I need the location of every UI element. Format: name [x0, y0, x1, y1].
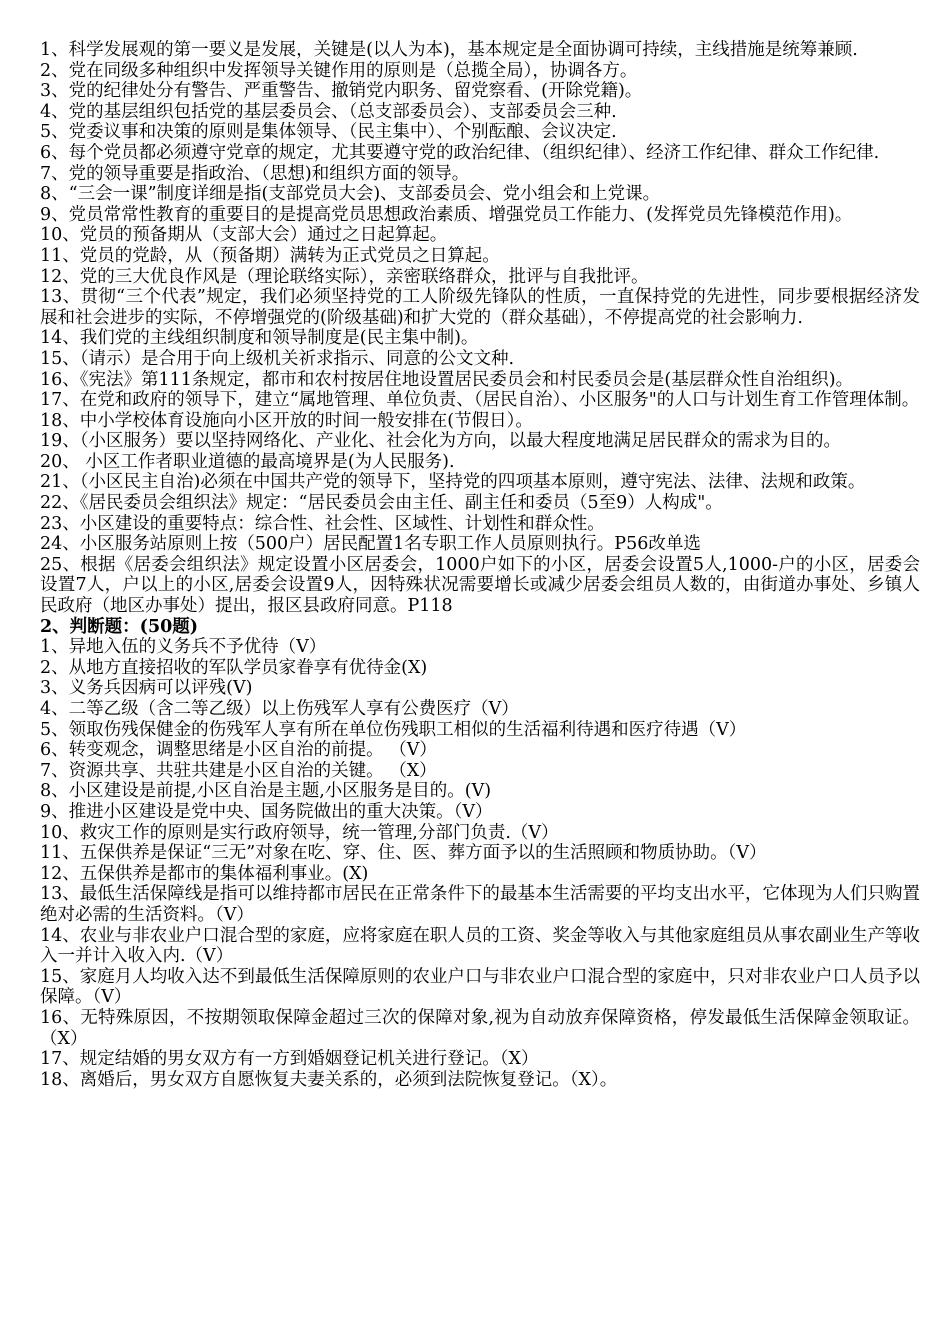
list-item: 14、我们党的主线组织制度和领导制度是(民主集中制)。: [40, 328, 479, 349]
list-item: 17、在党和政府的领导下，建立“属地管理、单位负责、（居民自治）、小区服务"的人口与计划生育工作管理体制。: [40, 390, 920, 411]
document-page: [40, 40, 920, 1090]
list-item: 12、党的三大优良作风是（理论联络实际），亲密联络群众，批评与自我批评。: [40, 266, 649, 287]
list-item: 13、贯彻“三个代表”规定，我们必须坚持党的工人阶级先锋队的性质，一直保持党的先进性，同步要根据经济发展和社会进步的实际，不停增强党的(阶级基础)和扩大党的（群众基础），不停提高党的社会影响力.: [40, 287, 920, 328]
list-item: 9、党员常常性教育的重要目的是提高党员思想政治素质、增强党员工作能力、(发挥党员先锋模范作用)。: [40, 204, 853, 225]
list-item: 11、党员的党龄，从（预备期）满转为正式党员之日算起。: [40, 245, 500, 266]
list-item: 10、救灾工作的原则是实行政府领导，统一管理,分部门负责.（V）: [40, 822, 559, 843]
list-item: 13、最低生活保障线是指可以维持都市居民在正常条件下的最基本生活需要的平均支出水平，它体现为人们只购置绝对必需的生活资料。（V）: [40, 884, 920, 925]
list-item: 18、中小学校体育设施向小区开放的时间一般安排在(节假日）。: [40, 410, 533, 431]
list-item: 16、无特殊原因，不按期领取保障金超过三次的保障对象,视为自动放弃保障资格，停发最低生活保障金领取证。（X）: [40, 1007, 920, 1049]
list-item: 25、根据《居委会组织法》规定设置小区居委会，1000户如下的小区，居委会设置5人,1000-户的小区，居委会设置7人，户以上的小区,居委会设置9人，因特殊状况需要增长或减少居委会组员人数的，由街道办事处、乡镇人民政府（地区办事处）提出，报区县政府同意。P118: [40, 554, 920, 617]
list-item: 6、每个党员都必须遵守党章的规定，尤其要遵守党的政治纪律、（组织纪律）、经济工作纪律、群众工作纪律.: [40, 142, 880, 163]
list-item: 3、义务兵因病可以评残(V): [40, 678, 253, 699]
list-item: 17、规定结婚的男女双方有一方到婚姻登记机关进行登记。（X）: [40, 1049, 539, 1070]
list-item: 8、“三会一课”制度详细是指(支部党员大会)、支部委员会、党小组会和上党课。: [40, 184, 661, 205]
list-item: 8、小区建设是前提,小区自治是主题,小区服务是目的。(V): [40, 781, 492, 802]
list-item: 2、党在同级多种组织中发挥领导关键作用的原则是（总揽全局），协调各方。: [40, 60, 638, 81]
list-item: 15、（请示）是合用于向上级机关祈求指示、同意的公文文种.: [40, 348, 515, 369]
list-item: 1、异地入伍的义务兵不予优待（V）: [40, 637, 327, 658]
list-item: 20、 小区工作者职业道德的最高境界是(为人民服务).: [40, 451, 455, 472]
fill-in-section: [40, 40, 920, 617]
true-false-section: [40, 617, 920, 1091]
section-heading: 2、判断题：(50题): [40, 616, 199, 637]
list-item: 5、领取伤残保健金的伤残军人享有所在单位伤残职工相似的生活福利待遇和医疗待遇（V）: [40, 719, 747, 740]
list-item: 1、科学发展观的第一要义是发展，关键是(以人为本)，基本规定是全面协调可持续，主线措施是统筹兼顾.: [40, 40, 858, 60]
list-item: 12、五保供养是都市的集体福利事业。(X): [40, 863, 369, 884]
list-item: 4、二等乙级（含二等乙级）以上伤残军人享有公费医疗（V）: [40, 699, 519, 719]
list-item: 19、（小区服务）要以坚持网络化、产业化、社会化为方向，以最大程度地满足居民群众的需求为目的。: [40, 431, 842, 452]
list-item: 10、党员的预备期从（支部大会）通过之日起算起。: [40, 225, 448, 246]
list-item: 7、资源共享、共驻共建是小区自治的关键。 （X）: [40, 760, 437, 781]
list-item: 2、从地方直接招收的军队学员家眷享有优待金(X): [40, 657, 428, 678]
list-item: 11、五保供养是保证“三无”对象在吃、穿、住、医、葬方面予以的生活照顾和物质协助。（V）: [40, 843, 767, 864]
list-item: 23、小区建设的重要特点：综合性、社会性、区域性、计划性和群众性。: [40, 513, 605, 534]
list-item: 16、《宪法》第111条规定，都市和农村按居住地设置居民委员会和村民委员会是(基层群众性自治组织)。: [40, 369, 854, 390]
list-item: 4、党的基层组织包括党的基层委员会、（总支部委员会）、支部委员会三种.: [40, 101, 617, 122]
list-item: 14、农业与非农业户口混合型的家庭，应将家庭在职人员的工资、奖金等收入与其他家庭组员从事农副业生产等收入一并计入收入内.（V）: [40, 925, 920, 967]
list-item: 18、离婚后，男女双方自愿恢复夫妻关系的，必须到法院恢复登记。（X）。: [40, 1069, 618, 1090]
list-item: 5、党委议事和决策的原则是集体领导、（民主集中）、个别酝酿、会议决定.: [40, 122, 617, 143]
list-item: 6、转变观念，调整思绪是小区自治的前提。 （V）: [40, 740, 437, 761]
list-item: 9、推进小区建设是党中央、国务院做出的重大决策。（V）: [40, 801, 493, 822]
list-item: 7、党的领导重要是指政治、（思想)和组织方面的领导。: [40, 163, 470, 184]
list-item: 22、《居民委员会组织法》规定：“居民委员会由主任、副主任和委员（5至9）人构成"。: [40, 493, 723, 514]
list-item: 15、家庭月人均收入达不到最低生活保障原则的农业户口与非农业户口混合型的家庭中，只对非农业户口人员予以保障。（V）: [40, 966, 920, 1008]
list-item: 21、（小区民主自治)必须在中国共产党的领导下，坚持党的四项基本原则，遵守宪法、法律、法规和政策。: [40, 472, 866, 493]
list-item: 3、党的纪律处分有警告、严重警告、撤销党内职务、留党察看、(开除党籍)。: [40, 81, 643, 102]
list-item: 24、小区服务站原则上按（500户）居民配置1名专职工作人员原则执行。P56改单选: [40, 534, 701, 555]
